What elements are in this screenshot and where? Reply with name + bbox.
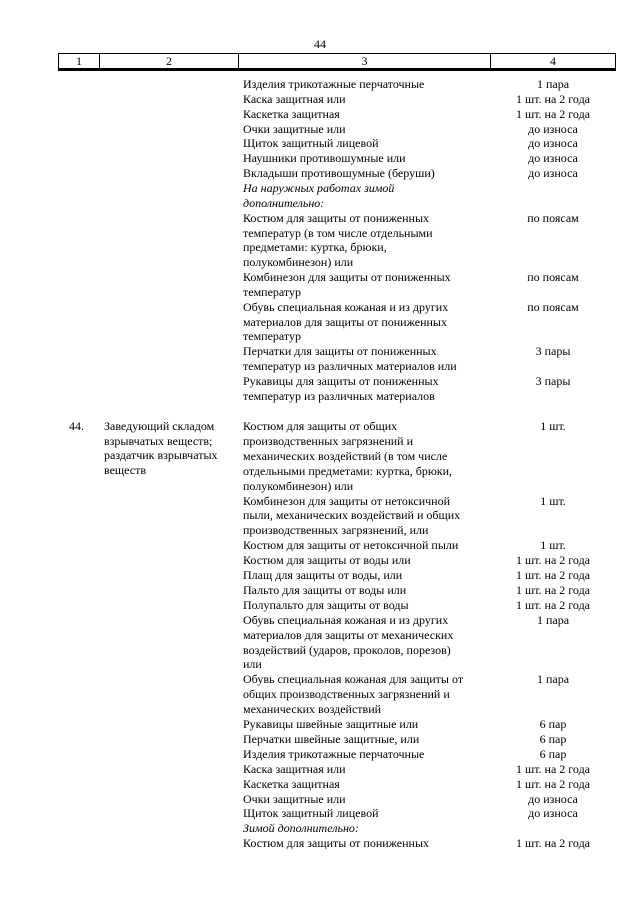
section2-item-quantity: 1 шт. на 2 года (515, 761, 591, 776)
section2-item-quantity: 1 шт. на 2 года (515, 568, 591, 582)
position-line-2: взрывчатых веществ; (104, 433, 213, 448)
section2-item-quantity: 1 шт. (540, 538, 566, 553)
section1-item-quantity: 1 шт. на 2 года (515, 91, 591, 106)
section2-item-quantity: 1 пара (536, 612, 570, 627)
section1-item-text: Комбинезон для защиты от пониженных (243, 270, 451, 285)
section1-item-text: Щиток защитный лицевой (243, 136, 379, 151)
section2-item-text: Костюм для защиты от нетоксичной пыли (243, 538, 459, 553)
section2-item-text: Очки защитные или (243, 791, 346, 806)
section2-item-text: Рукавицы швейные защитные или (243, 717, 419, 731)
section2-item-quantity: 1 шт. на 2 года (515, 582, 591, 597)
section2-item-text: механических воздействий (в том числе (243, 448, 448, 463)
page-number: 44 (314, 37, 326, 51)
section1-item-text: температур из различных материалов или (243, 359, 457, 374)
section2-item-quantity: 1 шт. (540, 419, 566, 433)
section2-item-quantity: до износа (528, 806, 578, 821)
section1-item-quantity: по поясам (527, 270, 579, 285)
section2-item-quantity: 1 шт. на 2 года (515, 553, 591, 568)
section1-item-text: Костюм для защиты от пониженных (243, 210, 430, 225)
section1-item-text: Каскетка защитная (243, 106, 340, 121)
section1-item-text: Изделия трикотажные перчаточные (243, 77, 425, 91)
section1-item-text: Очки защитные или (243, 121, 346, 136)
position-line-1: Заведующий складом (104, 419, 215, 433)
section2-item-quantity: 1 пара (536, 672, 570, 687)
section2-item-text: Обувь специальная кожаная для защиты от (243, 672, 464, 687)
section2-item-text: полукомбинезон) или (243, 478, 354, 493)
section2-item-quantity: 1 шт. на 2 года (515, 776, 591, 791)
section1-item-text: температур (243, 329, 302, 344)
section2-item-text: Изделия трикотажные перчаточные (243, 746, 425, 761)
section1-item-quantity: до износа (528, 166, 578, 181)
section2-item-text: Пальто для защиты от воды или (243, 582, 407, 597)
section2-item-text: Плащ для защиты от воды, или (243, 568, 403, 582)
section2-item-quantity: 1 шт. на 2 года (515, 836, 591, 851)
section1-item-quantity: 1 пара (536, 77, 570, 91)
section2-item-text: общих производственных загрязнений и (243, 687, 450, 702)
section2-item-text: Зимой дополнительно: (243, 821, 359, 836)
section2-item-text: Костюм для защиты от воды или (243, 553, 411, 568)
section1-item-text: температур (в том числе отдельными (243, 225, 433, 240)
section2-item-text: Каска защитная или (243, 761, 346, 776)
section1-item-text: Каска защитная или (243, 91, 346, 106)
section1-item-quantity: до износа (528, 136, 578, 151)
section1-item-text: Наушники противошумные или (243, 151, 406, 166)
section2-item-text: воздействий (ударов, проколов, порезов) (243, 642, 451, 657)
section2-item-text: пыли, механических воздействий и общих (243, 508, 461, 523)
header-col-4: 4 (490, 53, 616, 69)
section1-item-text: температур (243, 284, 302, 299)
section1-item-text: Рукавицы для защиты от пониженных (243, 374, 439, 388)
section2-item-text: или (243, 657, 262, 672)
section2-item-text: производственных загрязнений и (243, 433, 414, 448)
section1-item-text: предметами: куртка, брюки, (243, 240, 387, 255)
section1-item-quantity: по поясам (527, 299, 579, 314)
section2-item-text: Перчатки швейные защитные, или (243, 731, 420, 746)
section2-item-text: механических воздействий (243, 702, 382, 717)
section2-item-text: Щиток защитный лицевой (243, 806, 379, 821)
row-number: 44. (69, 419, 84, 433)
section1-item-text: На наружных работах зимой (243, 180, 395, 195)
section1-item-quantity: 3 пары (535, 344, 571, 359)
section1-item-quantity: по поясам (527, 210, 579, 225)
header-col-3: 3 (238, 53, 491, 69)
section1-item-quantity: до износа (528, 151, 578, 166)
section2-item-quantity: 1 шт. (540, 493, 566, 508)
section2-item-text: Полупальто для защиты от воды (243, 597, 409, 612)
section2-item-text: материалов для защиты от механических (243, 627, 454, 642)
section1-item-text: полукомбинезон) или (243, 255, 354, 270)
section1-item-quantity: до износа (528, 121, 578, 136)
section1-item-quantity: 3 пары (535, 374, 571, 388)
section1-item-text: Вкладыши противошумные (беруши) (243, 166, 435, 181)
section1-item-text: материалов для защиты от пониженных (243, 314, 447, 329)
section2-item-quantity: 6 пар (539, 731, 567, 746)
section1-item-quantity: 1 шт. на 2 года (515, 106, 591, 121)
section1-item-text: Обувь специальная кожаная и из других (243, 299, 449, 314)
section1-item-text: Перчатки для защиты от пониженных (243, 344, 437, 359)
header-col-1: 1 (58, 53, 100, 69)
position-line-3: раздатчик взрывчатых (104, 448, 218, 463)
position-line-4: веществ (104, 462, 147, 477)
section1-item-text: дополнительно: (243, 195, 325, 210)
section2-item-quantity: 6 пар (539, 746, 567, 761)
section2-item-text: Обувь специальная кожаная и из других (243, 612, 449, 627)
header-col-2: 2 (99, 53, 239, 69)
section2-item-quantity: до износа (528, 791, 578, 806)
section2-item-text: Костюм для защиты от пониженных (243, 836, 430, 851)
section1-item-text: температур из различных материалов (243, 388, 435, 403)
section2-item-text: Комбинезон для защиты от нетоксичной (243, 493, 451, 508)
section2-item-text: Каскетка защитная (243, 776, 340, 791)
section2-item-text: Костюм для защиты от общих (243, 419, 398, 433)
section2-item-quantity: 6 пар (539, 717, 567, 731)
header-bottom-rule (58, 69, 616, 71)
section2-item-text: отдельными предметами: куртка, брюки, (243, 463, 453, 478)
section2-item-text: производственных загрязнений, или (243, 523, 429, 538)
section2-item-quantity: 1 шт. на 2 года (515, 597, 591, 612)
